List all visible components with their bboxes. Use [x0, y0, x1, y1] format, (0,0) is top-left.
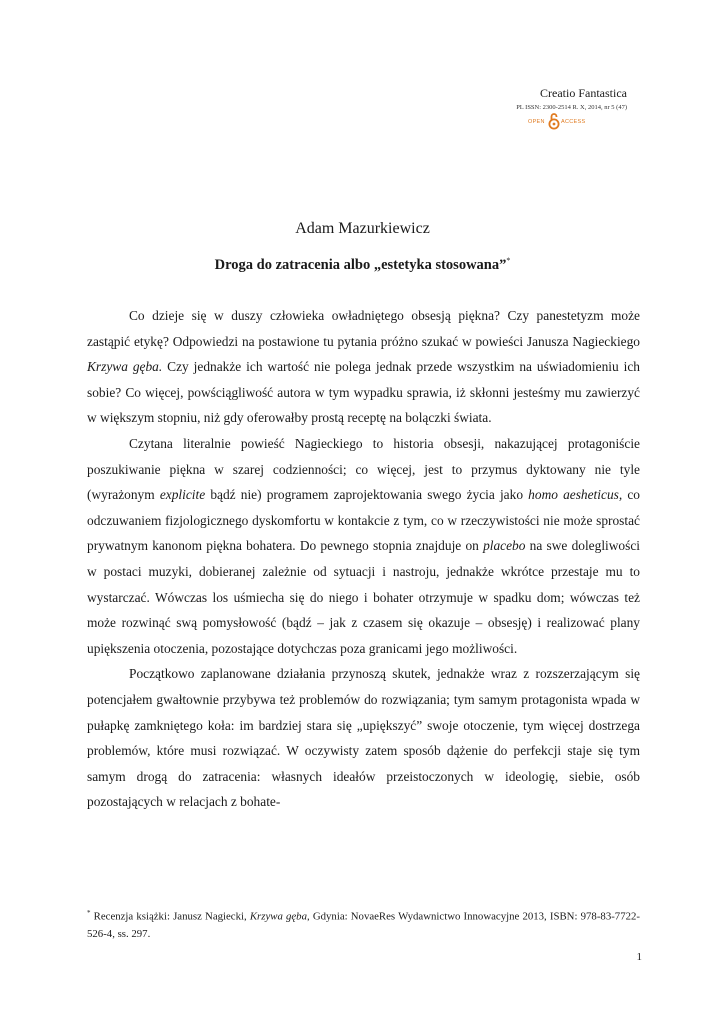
paragraph	[87, 303, 640, 431]
text-run: Czytana literalnie powieść Nagieckiego to historia obsesji, nakazującej protagoniście poszukiwanie piękna w szarej codzienności; co więcej, jest to przymus dyktowany nie tyle (wyrażonym	[87, 435, 640, 503]
italic-text: placebo	[483, 538, 526, 554]
text-run: Czy jednakże ich wartość nie polega jednak przede wszystkim na uświadomieniu ich sobie? Co więcej, powściągliwość autora w tym wypadku sprawia, iż skłonni jesteśmy mu zawierzyć w większym stopniu, niż gdy oferowałby prostą receptę na bolączki świata.	[87, 359, 640, 426]
footnote-text	[87, 911, 640, 940]
italic-text: explicite	[159, 487, 206, 503]
italic-text: Krzywa gęba.	[87, 359, 163, 375]
text-run: Recenzja książki: Janusz Nagiecki,	[93, 910, 250, 923]
article-body	[87, 303, 640, 815]
italic-text: Krzywa gęba	[249, 910, 307, 923]
page-number: 1	[636, 951, 642, 963]
footnote-mark: *	[87, 909, 91, 917]
text-run: Początkowo zaplanowane działania przynoszą skutek, jednakże wraz z rozszerzającym się potencjałem gwałtownie przybywa też problemów do rozwiązania; tym samym protagonista wpada w pułapkę zamkniętego koła: im bardziej stara się „upiększyć” swoje otoczenie, tym więcej dostrzega problemów, które musi rozwiązać. W oczywisty zatem sposób dążenie do perfekcji staje się tym samym drogą do zatracenia: własnych ideałów przeistoczonych w ideologię, siebie, osób pozostających w relacjach z bohate-	[87, 666, 640, 810]
text-run: co odczuwaniem fizjologicznego dyskomfortu w kontakcie z tym, co w rzeczywistości nie może sprostać prywatnym kanonom piękna bohatera. Do pewnego stopnia znajduje on	[87, 487, 640, 554]
open-access-access-label: ACCESS	[561, 119, 586, 125]
open-access-open-label: OPEN	[528, 119, 545, 125]
text-run: na swe dolegliwości w postaci muzyki, dobieranej zależnie od sytuacji i nastroju, jednakże wkrótce przestaje mu to wystarczać. Wówczas los uśmiecha się do niego i bohater otrzymuje w spadku dom; wówczas też może rozwinąć swą pomysłowość (bądź – jak z czasem się okazuje – obsesję) i realizować plany upiększenia otoczenia, pozostające dotychczas poza granicami jego możliwości.	[87, 538, 640, 656]
article-title-text: Droga do zatracenia albo „estetyka stosowana”	[214, 256, 507, 273]
italic-text: homo aesheticus,	[528, 487, 623, 503]
text-run: bądź nie) programem zaprojektowania swego życia jako	[205, 487, 529, 503]
open-access-logo	[528, 112, 592, 130]
footnote	[87, 905, 640, 943]
journal-issn: PL ISSN: 2300-2514 R. X, 2014, nr 5 (47)	[516, 104, 627, 111]
title-footnote-mark: *	[506, 256, 511, 265]
text-run: , Gdynia: NovaeRes Wydawnictwo Innowacyjne 2013, ISBN: 978-83-7722-526-4, ss. 297.	[87, 910, 641, 940]
article-author: Adam Mazurkiewicz	[295, 220, 430, 237]
paragraph	[87, 431, 640, 661]
paragraph	[87, 661, 640, 815]
journal-name: Creatio Fantastica	[540, 86, 627, 100]
open-lock-icon	[548, 112, 560, 130]
journal-header	[427, 86, 627, 113]
text-run: Co dzieje się w duszy człowieka owładniętego obsesją piękna? Czy panestetyzm może zastąpić etykę? Odpowiedzi na postawione tu pytania próżno szukać w powieści Janusza Nagieckiego	[87, 308, 640, 349]
article-title	[0, 252, 725, 274]
